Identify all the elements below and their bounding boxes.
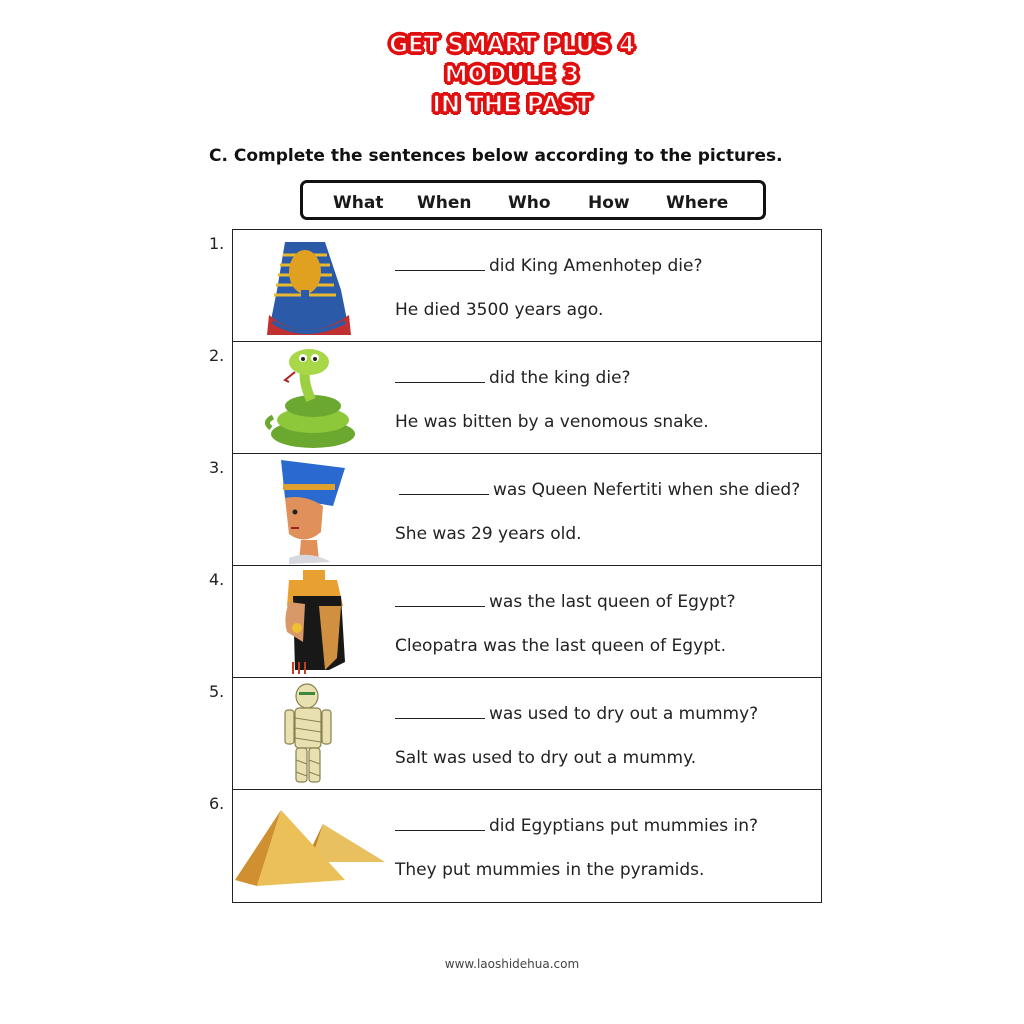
instruction: C. Complete the sentences below according to the pictures. — [209, 146, 783, 166]
worksheet-title — [0, 30, 1024, 120]
word-bank — [300, 180, 766, 220]
exercise-table — [209, 229, 822, 903]
word-who: Who — [508, 193, 551, 213]
question-text: did Egyptians put mummies in? — [395, 816, 758, 836]
title-line-3: IN THE PAST — [432, 92, 592, 118]
exercise-number: 2. — [209, 346, 225, 365]
footer-url: www.laoshidehua.com — [444, 957, 580, 971]
answer-blank[interactable] — [395, 368, 485, 383]
question-text: was the last queen of Egypt? — [395, 592, 735, 612]
question-text: was Queen Nefertiti when she died? — [399, 480, 800, 500]
exercise-number: 3. — [209, 458, 225, 477]
question-text: did King Amenhotep die? — [395, 256, 702, 276]
question-text: did the king die? — [395, 368, 631, 388]
pharaoh-mask-icon — [233, 230, 388, 340]
answer-text: Salt was used to dry out a mummy. — [395, 748, 697, 768]
title-line-1: GET SMART PLUS 4 — [389, 32, 635, 58]
answer-text: She was 29 years old. — [395, 524, 582, 544]
snake-icon — [233, 342, 388, 452]
title-line-2: MODULE 3 — [444, 62, 580, 88]
pyramids-icon — [233, 790, 388, 900]
exercise-row-3 — [209, 454, 821, 566]
answer-blank[interactable] — [395, 256, 485, 271]
exercise-row-5 — [209, 678, 821, 790]
answer-text: He was bitten by a venomous snake. — [395, 412, 709, 432]
exercise-row-4 — [209, 566, 821, 678]
exercise-number: 1. — [209, 234, 225, 253]
word-how: How — [588, 193, 630, 213]
exercise-row-2 — [209, 342, 821, 454]
question-text: was used to dry out a mummy? — [395, 704, 758, 724]
nefertiti-icon — [233, 454, 388, 564]
answer-blank[interactable] — [395, 704, 485, 719]
exercise-row-1 — [209, 230, 821, 342]
cleopatra-icon — [233, 566, 388, 676]
exercise-number: 6. — [209, 794, 225, 813]
answer-blank[interactable] — [395, 816, 485, 831]
answer-blank[interactable] — [399, 480, 489, 495]
mummy-icon — [233, 678, 388, 788]
word-what: What — [333, 193, 384, 213]
word-where: Where — [666, 193, 729, 213]
exercise-number: 4. — [209, 570, 225, 589]
word-when: When — [417, 193, 472, 213]
answer-text: Cleopatra was the last queen of Egypt. — [395, 636, 726, 656]
answer-text: He died 3500 years ago. — [395, 300, 604, 320]
answer-text: They put mummies in the pyramids. — [395, 860, 705, 880]
exercise-number: 5. — [209, 682, 225, 701]
exercise-row-6 — [209, 790, 821, 902]
answer-blank[interactable] — [395, 592, 485, 607]
